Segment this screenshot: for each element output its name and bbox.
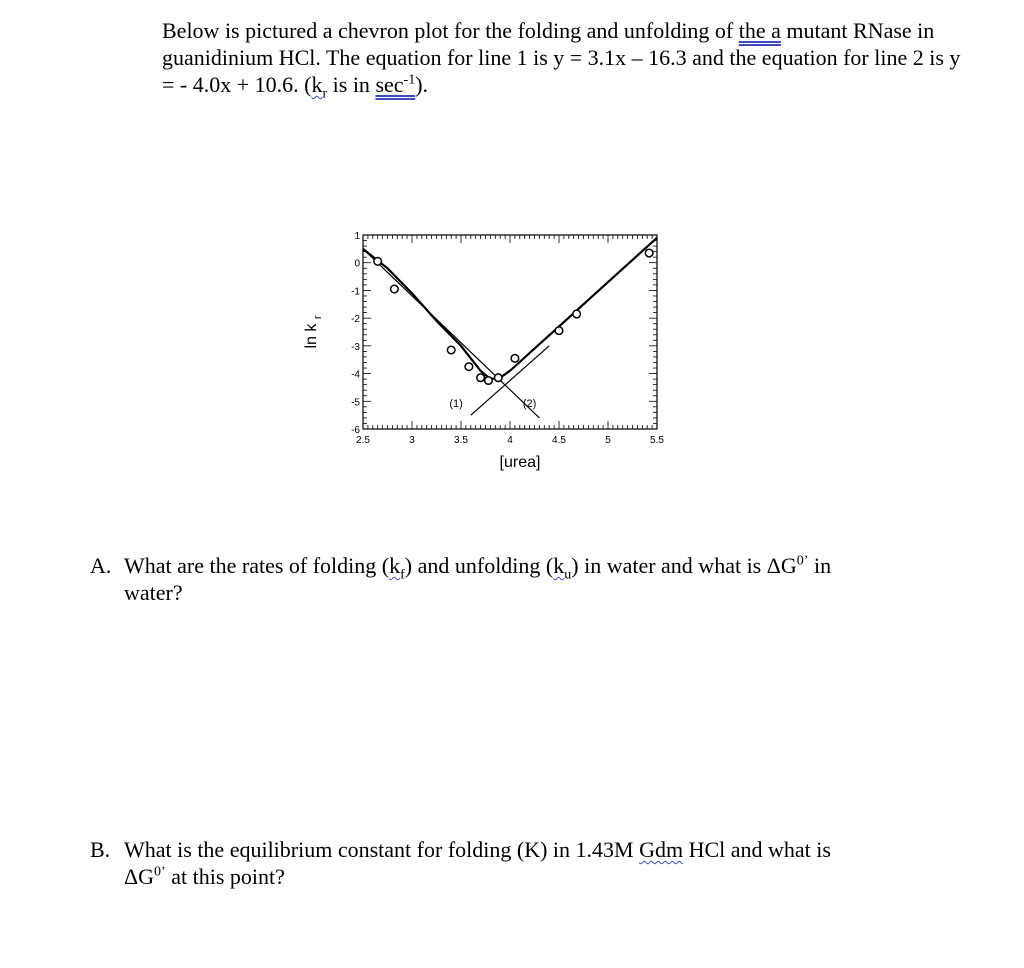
question-a-g-superscript: 0’ <box>796 553 809 569</box>
kf-symbol <box>389 553 405 583</box>
intro-text-1: Below is pictured a chevron plot for the folding and unfolding of <box>162 18 739 43</box>
line-label-1: (1) <box>449 397 463 410</box>
unit-superscript: -1 <box>403 72 416 88</box>
ku-symbol <box>553 553 572 583</box>
data-point <box>391 285 399 293</box>
y-tick-label: -4 <box>351 369 360 381</box>
y-tick-label: -5 <box>351 397 360 409</box>
intro-underlined-text: the a <box>738 18 781 43</box>
x-axis-label: [urea] <box>499 454 541 471</box>
question-a-text-1: What are the rates of folding ( <box>124 553 390 578</box>
question-b-line-2 <box>90 863 950 890</box>
data-point <box>447 346 455 354</box>
y-axis-label <box>303 315 324 348</box>
data-point <box>465 363 473 371</box>
ku-letter: k <box>553 553 565 578</box>
data-point <box>555 327 563 335</box>
k-r-letter: k <box>311 72 323 97</box>
y-axis-label-main: ln k <box>303 319 320 349</box>
question-a-label: A. <box>90 553 112 578</box>
data-point <box>511 355 519 363</box>
kf-subscript: f <box>400 567 405 583</box>
question-a-text-2: ) and unfolding ( <box>404 553 554 578</box>
k-r-subscript: r <box>322 86 328 102</box>
plot-frame <box>363 235 657 429</box>
question-b-text-1: What is the equilibrium constant for folding (K) in 1.43M <box>124 837 640 862</box>
intro-text-4: ). <box>415 72 429 97</box>
chevron-plot <box>290 225 680 485</box>
data-point <box>477 374 485 382</box>
kf-letter: k <box>389 553 401 578</box>
y-tick-label: 0 <box>354 258 360 270</box>
line-label-2: (2) <box>522 397 537 410</box>
y-tick-label: 1 <box>354 231 360 242</box>
y-axis-label-sub: r <box>312 315 324 320</box>
y-tick-label: -2 <box>351 314 360 326</box>
chevron-curve <box>363 238 657 379</box>
question-b-text-3: ΔG <box>124 864 155 889</box>
question-b-text-4: at this point? <box>165 864 285 889</box>
x-tick-label: 4.5 <box>552 435 566 446</box>
data-point <box>374 258 382 266</box>
question-a-text-3: ) in water and what is ΔG <box>571 553 797 578</box>
question-b-label: B. <box>90 837 111 862</box>
question-a-text-5: water? <box>124 580 183 605</box>
x-tick-label: 5.5 <box>650 435 664 446</box>
question-b-text-2: HCl and what is <box>683 837 831 862</box>
unit-text <box>375 72 415 97</box>
y-tick-label: -1 <box>351 286 360 298</box>
x-tick-label: 2.5 <box>356 435 370 446</box>
x-tick-label: 3.5 <box>454 435 468 446</box>
unit-base: sec <box>375 72 404 97</box>
data-point <box>573 310 581 318</box>
intro-text-3: is in <box>327 72 376 97</box>
question-a <box>90 552 950 606</box>
question-b-g-superscript: 0’ <box>154 864 166 880</box>
intro-paragraph <box>162 17 962 102</box>
data-point <box>485 377 493 385</box>
y-tick-label: -3 <box>351 341 360 353</box>
intro-text-2: mutant RNase in guanidinium HCl. The equation for line 1 is y = 3.1x – 16.3 and the equation for line 2 is y = - 4.0x + 10.6. ( <box>162 18 961 97</box>
x-tick-label: 3 <box>409 435 415 446</box>
data-point <box>645 249 653 257</box>
y-tick-label: -6 <box>351 425 360 436</box>
ku-subscript: u <box>564 567 572 583</box>
data-point <box>494 374 502 382</box>
gdm-text: Gdm <box>639 837 684 862</box>
question-a-text-4: in <box>808 553 832 578</box>
x-tick-label: 4 <box>507 435 513 446</box>
fit-line-2 <box>363 249 539 418</box>
question-b <box>90 836 950 890</box>
k-r-symbol <box>311 72 328 102</box>
x-tick-label: 5 <box>605 435 611 446</box>
